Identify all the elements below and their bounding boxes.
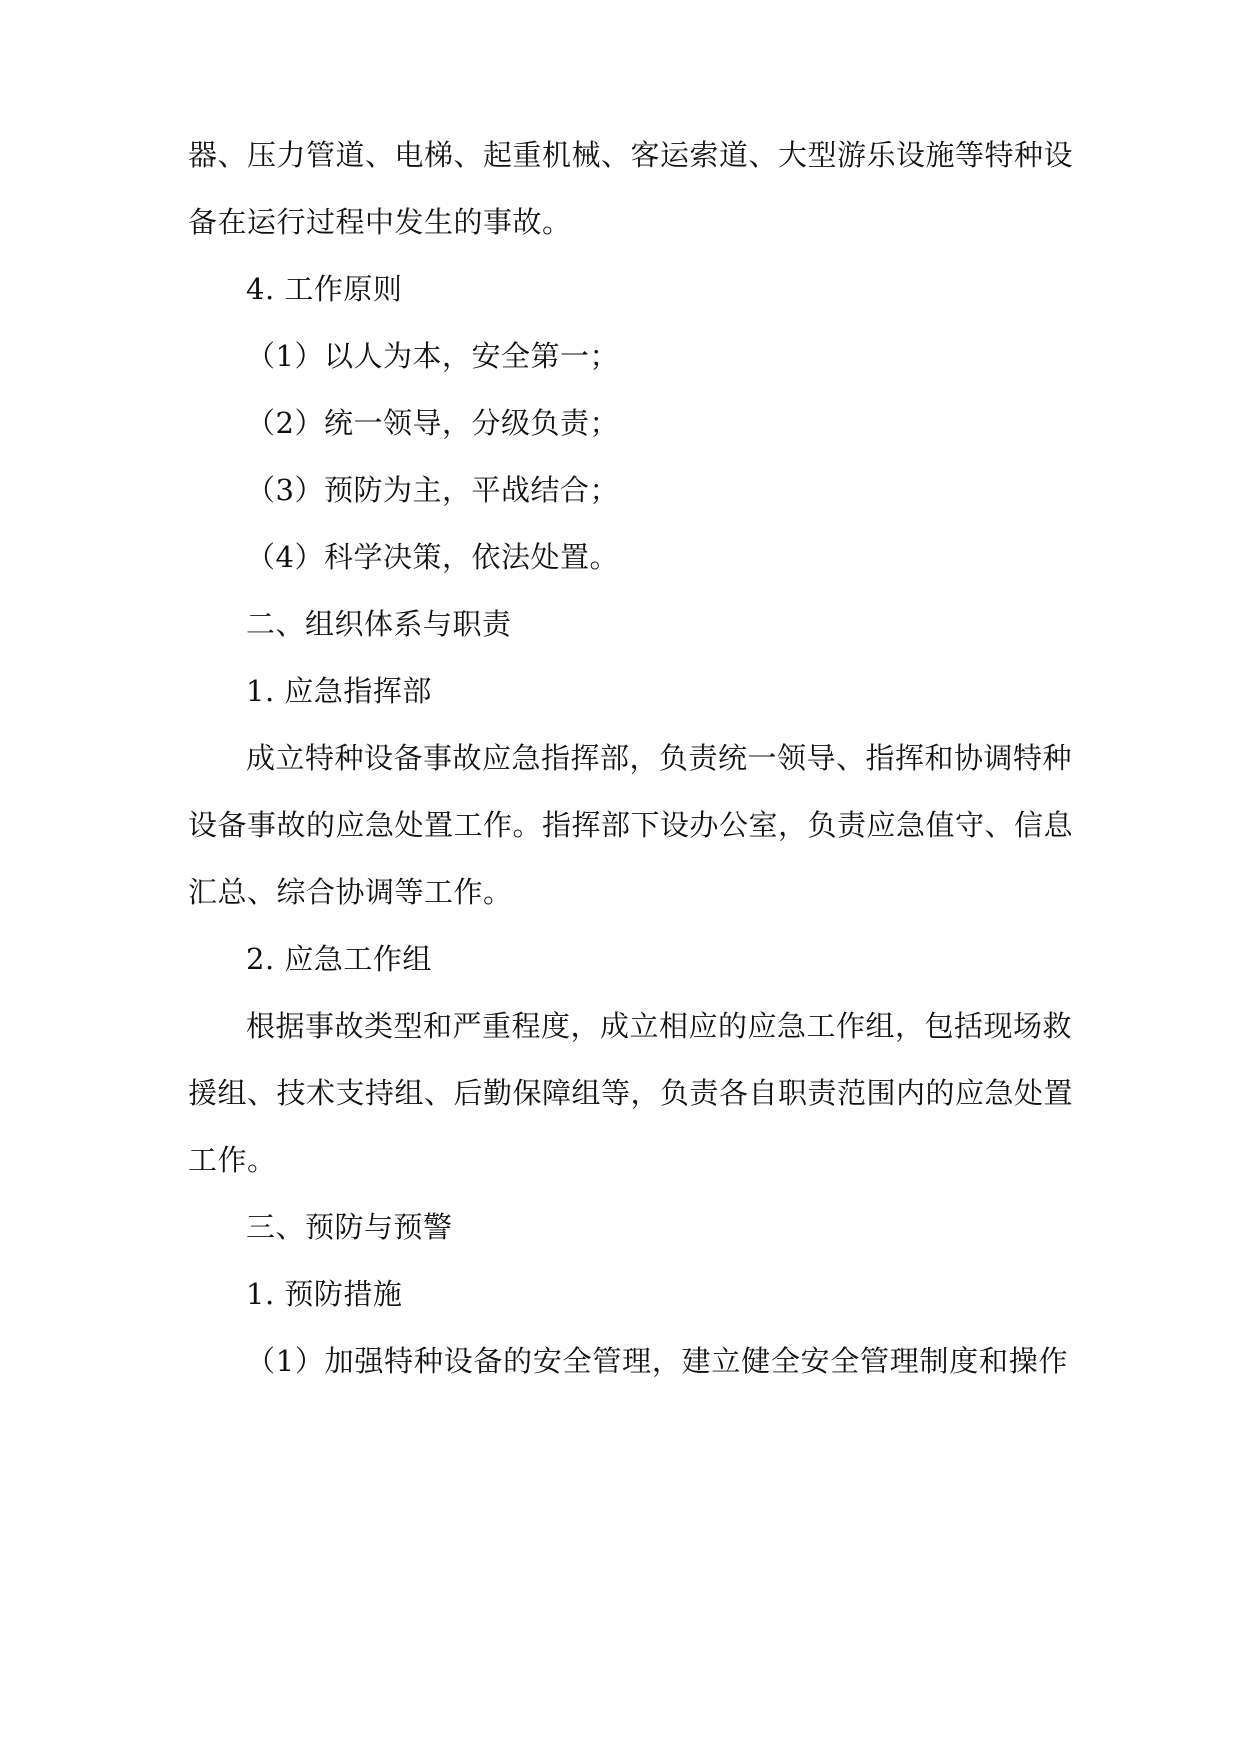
paragraph-line: 根据事故类型和严重程度，成立相应的应急工作组，包括现场救 [246,1009,1073,1043]
list-item: （3）预防为主，平战结合； [246,473,619,507]
section-heading: 1. 应急指挥部 [246,674,432,708]
paragraph-line: 设备事故的应急处置工作。指挥部下设办公室，负责应急值守、信息 [188,808,1074,842]
paragraph-line: 汇总、综合协调等工作。 [188,875,513,909]
paragraph-line: 备在运行过程中发生的事故。 [188,205,572,239]
paragraph-line: 援组、技术支持组、后勤保障组等，负责各自职责范围内的应急处置 [188,1076,1074,1110]
paragraph-line: 工作。 [188,1143,277,1177]
chapter-heading: 三、预防与预警 [246,1210,453,1244]
paragraph-line: 成立特种设备事故应急指挥部，负责统一领导、指挥和协调特种 [246,741,1073,775]
paragraph-line: 器、压力管道、电梯、起重机械、客运索道、大型游乐设施等特种设 [188,138,1074,172]
list-item: （1）加强特种设备的安全管理，建立健全安全管理制度和操作 [246,1344,1068,1378]
list-item: （4）科学决策，依法处置。 [246,540,619,574]
list-item: （2）统一领导，分级负责； [246,406,619,440]
section-heading: 2. 应急工作组 [246,942,432,976]
chapter-heading: 二、组织体系与职责 [246,607,512,641]
list-item: （1）以人为本，安全第一； [246,339,619,373]
section-heading: 1. 预防措施 [246,1277,403,1311]
section-heading: 4. 工作原则 [246,272,403,306]
